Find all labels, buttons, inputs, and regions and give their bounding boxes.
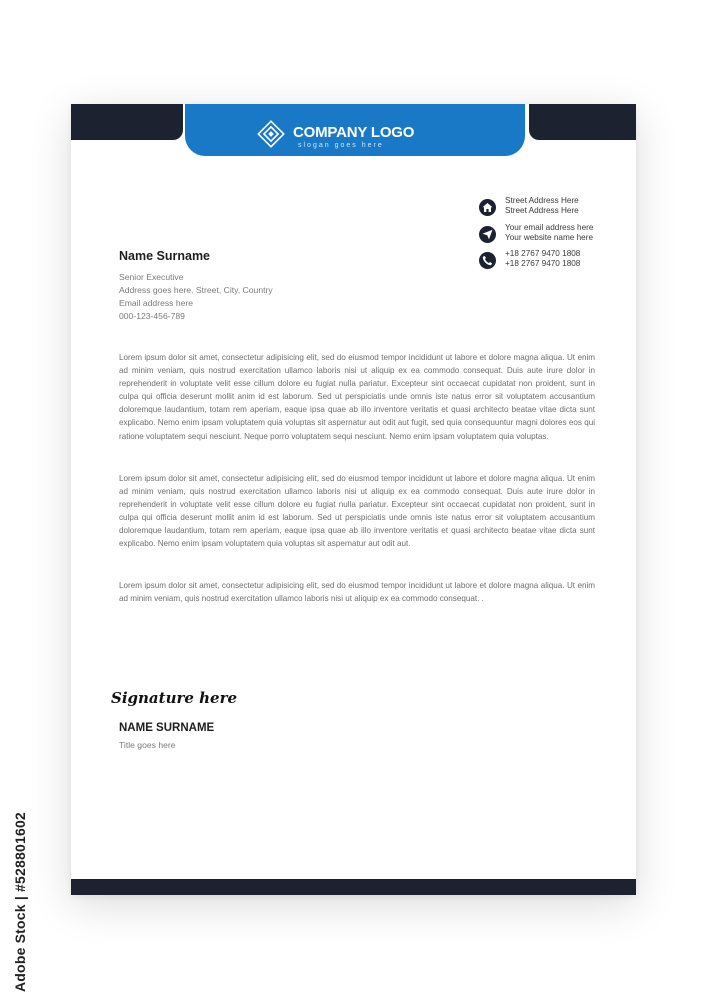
- logo-diamond-icon: [257, 120, 285, 148]
- recipient-phone: 000-123-456-789: [119, 311, 185, 321]
- contact-phone-line-1: +18 2767 9470 1808: [505, 249, 581, 258]
- logo-title: COMPANY LOGO: [293, 124, 415, 141]
- body-paragraph-3: Lorem ipsum dolor sit amet, consectetur adipisicing elit, sed do eiusmod tempor incididunt ut labore et dolore magna aliqua. Ut enim ad minim veniam, quis nostrud exercitation ullamco laboris nisi ut aliquip ex ea commodo consequat. .: [119, 581, 595, 604]
- send-icon: [479, 226, 496, 243]
- body-paragraph-2: Lorem ipsum dolor sit amet, consectetur adipisicing elit, sed do eiusmod tempor incididunt ut labore et dolore magna aliqua. Ut enim ad minim veniam, quis nostrud exercitation ullamco laboris nisi ut aliquip ex ea commodo consequat. Duis aute irure dolor in reprehenderit in voluptate velit esse cillum dolore eu fugiat nulla pariatur. Excepteur sint occaecat cupidatat non proident, sunt in culpa qui officia deserunt mollit anim id est laborum. Sed ut perspiciatis unde omnis iste natus error sit voluptatem accusantium doloremque laudantium, totam rem aperiam, eaque ipsa quae ab illo inventore veritatis et quasi architecto beatae vitae dicta sunt explicabo. Nemo enim ipsam voluptatem quia voluptas sit aspernatur aut odit aut.: [119, 474, 595, 549]
- stock-watermark-id: Adobe Stock | #528801602: [12, 812, 28, 992]
- logo-slogan: slogan goes here: [298, 142, 384, 149]
- contact-address-line-2: Street Address Here: [505, 206, 579, 215]
- recipient-address: Address goes here. Street, City, Country: [119, 285, 273, 295]
- contact-email-line: Your email address here: [505, 223, 594, 232]
- phone-icon: [479, 252, 496, 269]
- logo-tab: [185, 104, 525, 156]
- signature-title: Title goes here: [119, 740, 176, 750]
- header-bar-left: [71, 104, 183, 140]
- contact-address-line-1: Street Address Here: [505, 196, 579, 205]
- body-paragraph-1: Lorem ipsum dolor sit amet, consectetur adipisicing elit, sed do eiusmod tempor incididunt ut labore et dolore magna aliqua. Ut enim ad minim veniam, quis nostrud exercitation ullamco laboris nisi ut aliquip ex ea commodo consequat. Duis aute irure dolor in reprehenderit in voluptate velit esse cillum dolore eu fugiat nulla pariatur. Excepteur sint occaecat cupidatat non proident, sunt in culpa qui officia deserunt mollit anim id est laborum. Sed ut perspiciatis unde omnis iste natus error sit voluptatem accusantium doloremque laudantium, totam rem aperiam, eaque ipsa quae ab illo inventore veritatis et quasi architecto beatae vitae dicta sunt explicabo. Nemo enim ipsam voluptatem quia voluptas sit aspernatur aut odit aut fugit, sed quia consequuntur magni dolores eos qui ratione voluptatem sequi nesciunt. Neque porro voluptatem sequi nesciunt. Nemo enim ipsam voluptatem quia voluptas.: [119, 353, 595, 441]
- contact-phone-line-2: +18 2767 9470 1808: [505, 259, 581, 268]
- footer-bar: [71, 879, 636, 895]
- letterhead-page: [71, 104, 636, 895]
- recipient-email: Email address here: [119, 298, 194, 308]
- signature-script: Signature here: [111, 689, 238, 707]
- recipient-name: Name Surname: [119, 249, 211, 263]
- home-icon: [479, 199, 496, 216]
- signature-name: NAME SURNAME: [119, 722, 215, 734]
- recipient-title: Senior Executive: [119, 272, 184, 282]
- header-bar-right: [529, 104, 636, 140]
- contact-website-line: Your website name here: [505, 233, 593, 242]
